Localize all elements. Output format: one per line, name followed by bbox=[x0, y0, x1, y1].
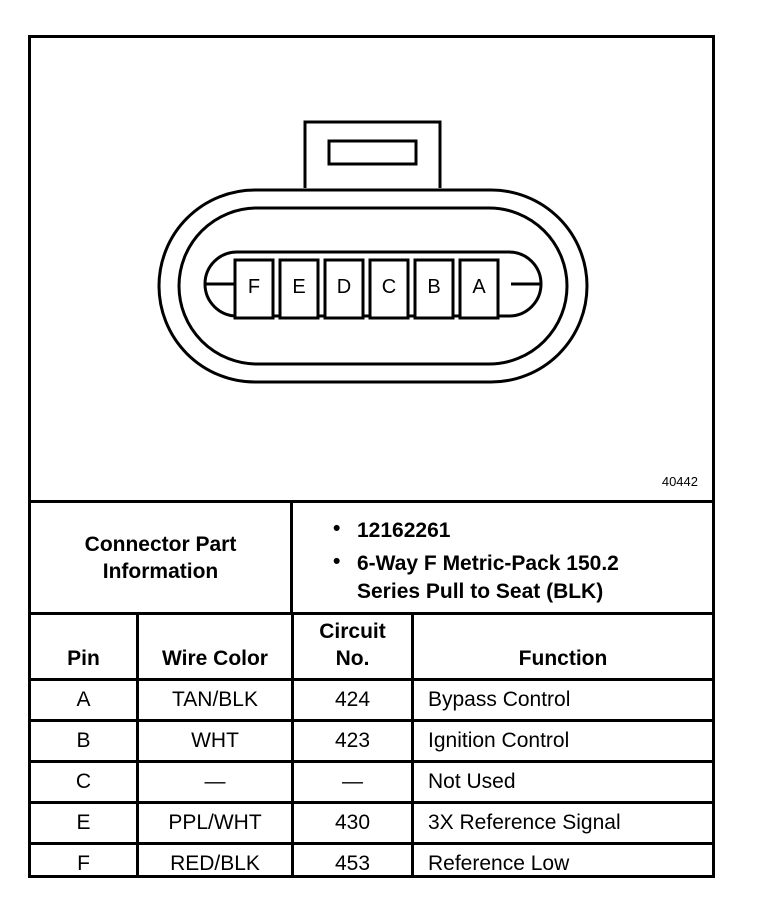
table-row bbox=[31, 845, 712, 886]
bullet-icon: • bbox=[333, 517, 341, 540]
wire-color-cell: TAN/BLK bbox=[172, 688, 258, 711]
pin-label: A bbox=[472, 276, 486, 298]
part-info-title-line1: Connector Part bbox=[84, 532, 237, 556]
circuit-cell: 424 bbox=[334, 688, 371, 711]
connector-drawing bbox=[31, 38, 712, 500]
pin-cell: B bbox=[76, 729, 91, 752]
circuit-cell: 430 bbox=[334, 811, 371, 834]
pin-cell: F bbox=[77, 852, 90, 875]
column-divider bbox=[136, 615, 139, 878]
description-line2: Series Pull to Seat (BLK) bbox=[357, 580, 604, 603]
connector-sheet bbox=[28, 35, 715, 878]
table-header bbox=[31, 615, 712, 681]
wire-color-cell: — bbox=[204, 770, 226, 793]
circuit-cell: 453 bbox=[334, 852, 371, 875]
part-info-title-line2: Information bbox=[102, 559, 219, 583]
pin-cell: E bbox=[76, 811, 91, 834]
pin-cell: A bbox=[76, 688, 91, 711]
wire-color-cell: RED/BLK bbox=[170, 852, 260, 875]
pin-label: F bbox=[247, 276, 261, 298]
column-divider bbox=[291, 615, 294, 878]
header-function: Function bbox=[518, 647, 608, 670]
pin-label: C bbox=[381, 276, 397, 298]
pin-label: B bbox=[427, 276, 441, 298]
pin-table bbox=[31, 612, 712, 875]
circuit-cell: 423 bbox=[334, 729, 371, 752]
function-cell: 3X Reference Signal bbox=[428, 811, 621, 834]
table-row bbox=[31, 722, 712, 763]
part-info-row bbox=[31, 500, 712, 612]
bullet-icon: • bbox=[333, 550, 341, 573]
connector-diagram bbox=[31, 38, 712, 500]
header-circuit-line1: Circuit bbox=[319, 620, 386, 643]
function-cell: Reference Low bbox=[428, 852, 570, 875]
part-number: 12162261 bbox=[357, 519, 451, 542]
part-info-details bbox=[293, 503, 712, 612]
function-cell: Bypass Control bbox=[428, 688, 571, 711]
pin-label: D bbox=[336, 276, 352, 298]
pin-label: E bbox=[292, 276, 306, 298]
circuit-cell: — bbox=[342, 770, 363, 793]
function-cell: Ignition Control bbox=[428, 729, 570, 752]
table-row bbox=[31, 681, 712, 722]
part-info-heading bbox=[31, 503, 293, 612]
tab-window bbox=[329, 141, 416, 164]
header-circuit bbox=[294, 615, 411, 678]
figure-id: 40442 bbox=[661, 474, 698, 489]
wire-color-cell: PPL/WHT bbox=[168, 811, 262, 834]
column-divider bbox=[411, 615, 414, 878]
description-line1: 6-Way F Metric-Pack 150.2 bbox=[357, 552, 619, 575]
table-row bbox=[31, 804, 712, 845]
header-pin: Pin bbox=[67, 647, 100, 670]
function-cell: Not Used bbox=[428, 770, 516, 793]
header-circuit-line2: No. bbox=[335, 647, 370, 670]
wire-color-cell: WHT bbox=[191, 729, 239, 752]
pin-cell: C bbox=[75, 770, 92, 793]
header-wire-color: Wire Color bbox=[162, 647, 268, 670]
table-row bbox=[31, 763, 712, 804]
